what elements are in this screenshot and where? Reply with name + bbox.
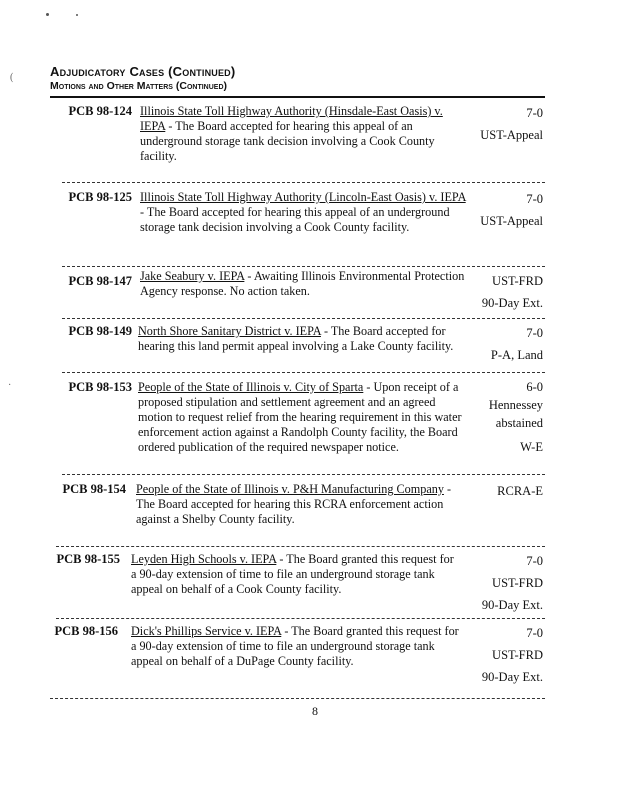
vote-line: abstained bbox=[495, 416, 543, 430]
case-description: - The Board accepted for hearing this RCRA enforcement action against a Shelby County facility. bbox=[136, 482, 452, 526]
case-vote bbox=[433, 322, 543, 366]
case-number: PCB 98-147 bbox=[68, 274, 132, 288]
case-caption: People of the State of Illinois v. City of Sparta bbox=[138, 380, 364, 394]
case-text bbox=[136, 482, 456, 527]
footer-rule bbox=[50, 698, 545, 699]
case-description: - Awaiting Illinois Environmental Protection Agency response. No action taken. bbox=[140, 269, 465, 298]
vote-line: Hennessey bbox=[488, 398, 543, 412]
case-caption: Leyden High Schools v. IEPA bbox=[131, 552, 277, 566]
case-caption: North Shore Sanitary District v. IEPA bbox=[138, 324, 321, 338]
case-text bbox=[138, 324, 468, 354]
case-vote bbox=[433, 102, 543, 146]
case-caption: Jake Seabury v. IEPA bbox=[140, 269, 245, 283]
case-caption: Dick's Phillips Service v. IEPA bbox=[131, 624, 282, 638]
vote-line: 90-Day Ext. bbox=[481, 296, 543, 310]
subtitle-text: Motions and Other Matters (Continued) bbox=[50, 80, 227, 92]
vote-line: RCRA-E bbox=[497, 484, 543, 498]
case-text bbox=[138, 380, 468, 455]
case-description: - The Board granted this request for a 90-day extension of time to file an underground storage tank appeal on behalf of a DuPage County facility. bbox=[131, 624, 459, 668]
vote-line: UST-FRD bbox=[492, 274, 543, 288]
vote-line: 7-0 bbox=[526, 106, 543, 120]
case-description: - The Board accepted for hearing this appeal of an underground storage tank decision involving a Cook County facility. bbox=[140, 205, 450, 234]
case-description: - The Board accepted for hearing this appeal of an underground storage tank decision involving a Cook County facility. bbox=[140, 119, 435, 163]
page-subtitle bbox=[50, 80, 227, 92]
page-number: 8 bbox=[312, 704, 318, 718]
case-number: PCB 98-125 bbox=[68, 190, 132, 204]
case-text bbox=[140, 269, 470, 299]
title-text: Adjudicatory Cases (Continued) bbox=[50, 64, 236, 79]
case-caption: Illinois State Toll Highway Authority (Hinsdale-East Oasis) v. IEPA bbox=[140, 104, 443, 133]
page-title bbox=[50, 64, 235, 79]
vote-line: UST-FRD bbox=[492, 576, 543, 590]
vote-line: 90-Day Ext. bbox=[481, 598, 543, 612]
vote-line: 90-Day Ext. bbox=[481, 670, 543, 684]
case-vote bbox=[433, 622, 543, 688]
case-number: PCB 98-149 bbox=[68, 324, 132, 338]
row-divider bbox=[62, 318, 545, 320]
vote-line: UST-Appeal bbox=[480, 214, 543, 228]
vote-line: UST-Appeal bbox=[480, 128, 543, 142]
scan-speck bbox=[46, 13, 49, 16]
case-text bbox=[131, 552, 461, 597]
vote-line: 7-0 bbox=[526, 192, 543, 206]
vote-line: W-E bbox=[520, 440, 543, 454]
vote-line: 7-0 bbox=[526, 626, 543, 640]
row-divider bbox=[62, 266, 545, 268]
case-caption: People of the State of Illinois v. P&H Manufacturing Company bbox=[136, 482, 444, 496]
margin-mark: ( bbox=[10, 72, 14, 83]
case-caption: Illinois State Toll Highway Authority (Lincoln-East Oasis) v. IEPA bbox=[140, 190, 466, 204]
case-number: PCB 98-154 bbox=[62, 482, 126, 496]
case-number: PCB 98-124 bbox=[68, 104, 132, 118]
case-vote bbox=[433, 270, 543, 314]
case-number: PCB 98-156 bbox=[54, 624, 118, 638]
row-divider bbox=[62, 474, 545, 476]
case-vote bbox=[433, 378, 543, 456]
vote-line: 6-0 bbox=[526, 380, 543, 394]
vote-line: 7-0 bbox=[526, 554, 543, 568]
case-text bbox=[140, 190, 470, 235]
case-text bbox=[131, 624, 461, 669]
row-divider bbox=[62, 372, 545, 374]
case-description: - Upon receipt of a proposed stipulation and settlement agreement and an agreed motion to request relief from the hearing requirement in this water enforcement action against a Randolph County facility, the Board ordered publication of the required newspaper notice. bbox=[138, 380, 462, 454]
case-vote bbox=[433, 480, 543, 502]
row-divider bbox=[62, 182, 545, 184]
case-vote bbox=[433, 550, 543, 616]
case-text bbox=[140, 104, 470, 164]
vote-line: UST-FRD bbox=[492, 648, 543, 662]
vote-line: P-A, Land bbox=[490, 348, 543, 362]
case-description: - The Board accepted for hearing this land permit appeal involving a Lake County facility. bbox=[138, 324, 454, 353]
row-divider bbox=[56, 618, 545, 620]
case-number: PCB 98-155 bbox=[56, 552, 120, 566]
case-description: - The Board granted this request for a 90-day extension of time to file an underground storage tank appeal on behalf of a Cook County facility. bbox=[131, 552, 454, 596]
row-divider bbox=[56, 546, 545, 548]
margin-mark: · bbox=[8, 380, 12, 391]
scan-speck bbox=[76, 14, 78, 16]
header-rule bbox=[50, 96, 545, 98]
case-number: PCB 98-153 bbox=[68, 380, 132, 394]
vote-line: 7-0 bbox=[526, 326, 543, 340]
case-vote bbox=[433, 188, 543, 232]
